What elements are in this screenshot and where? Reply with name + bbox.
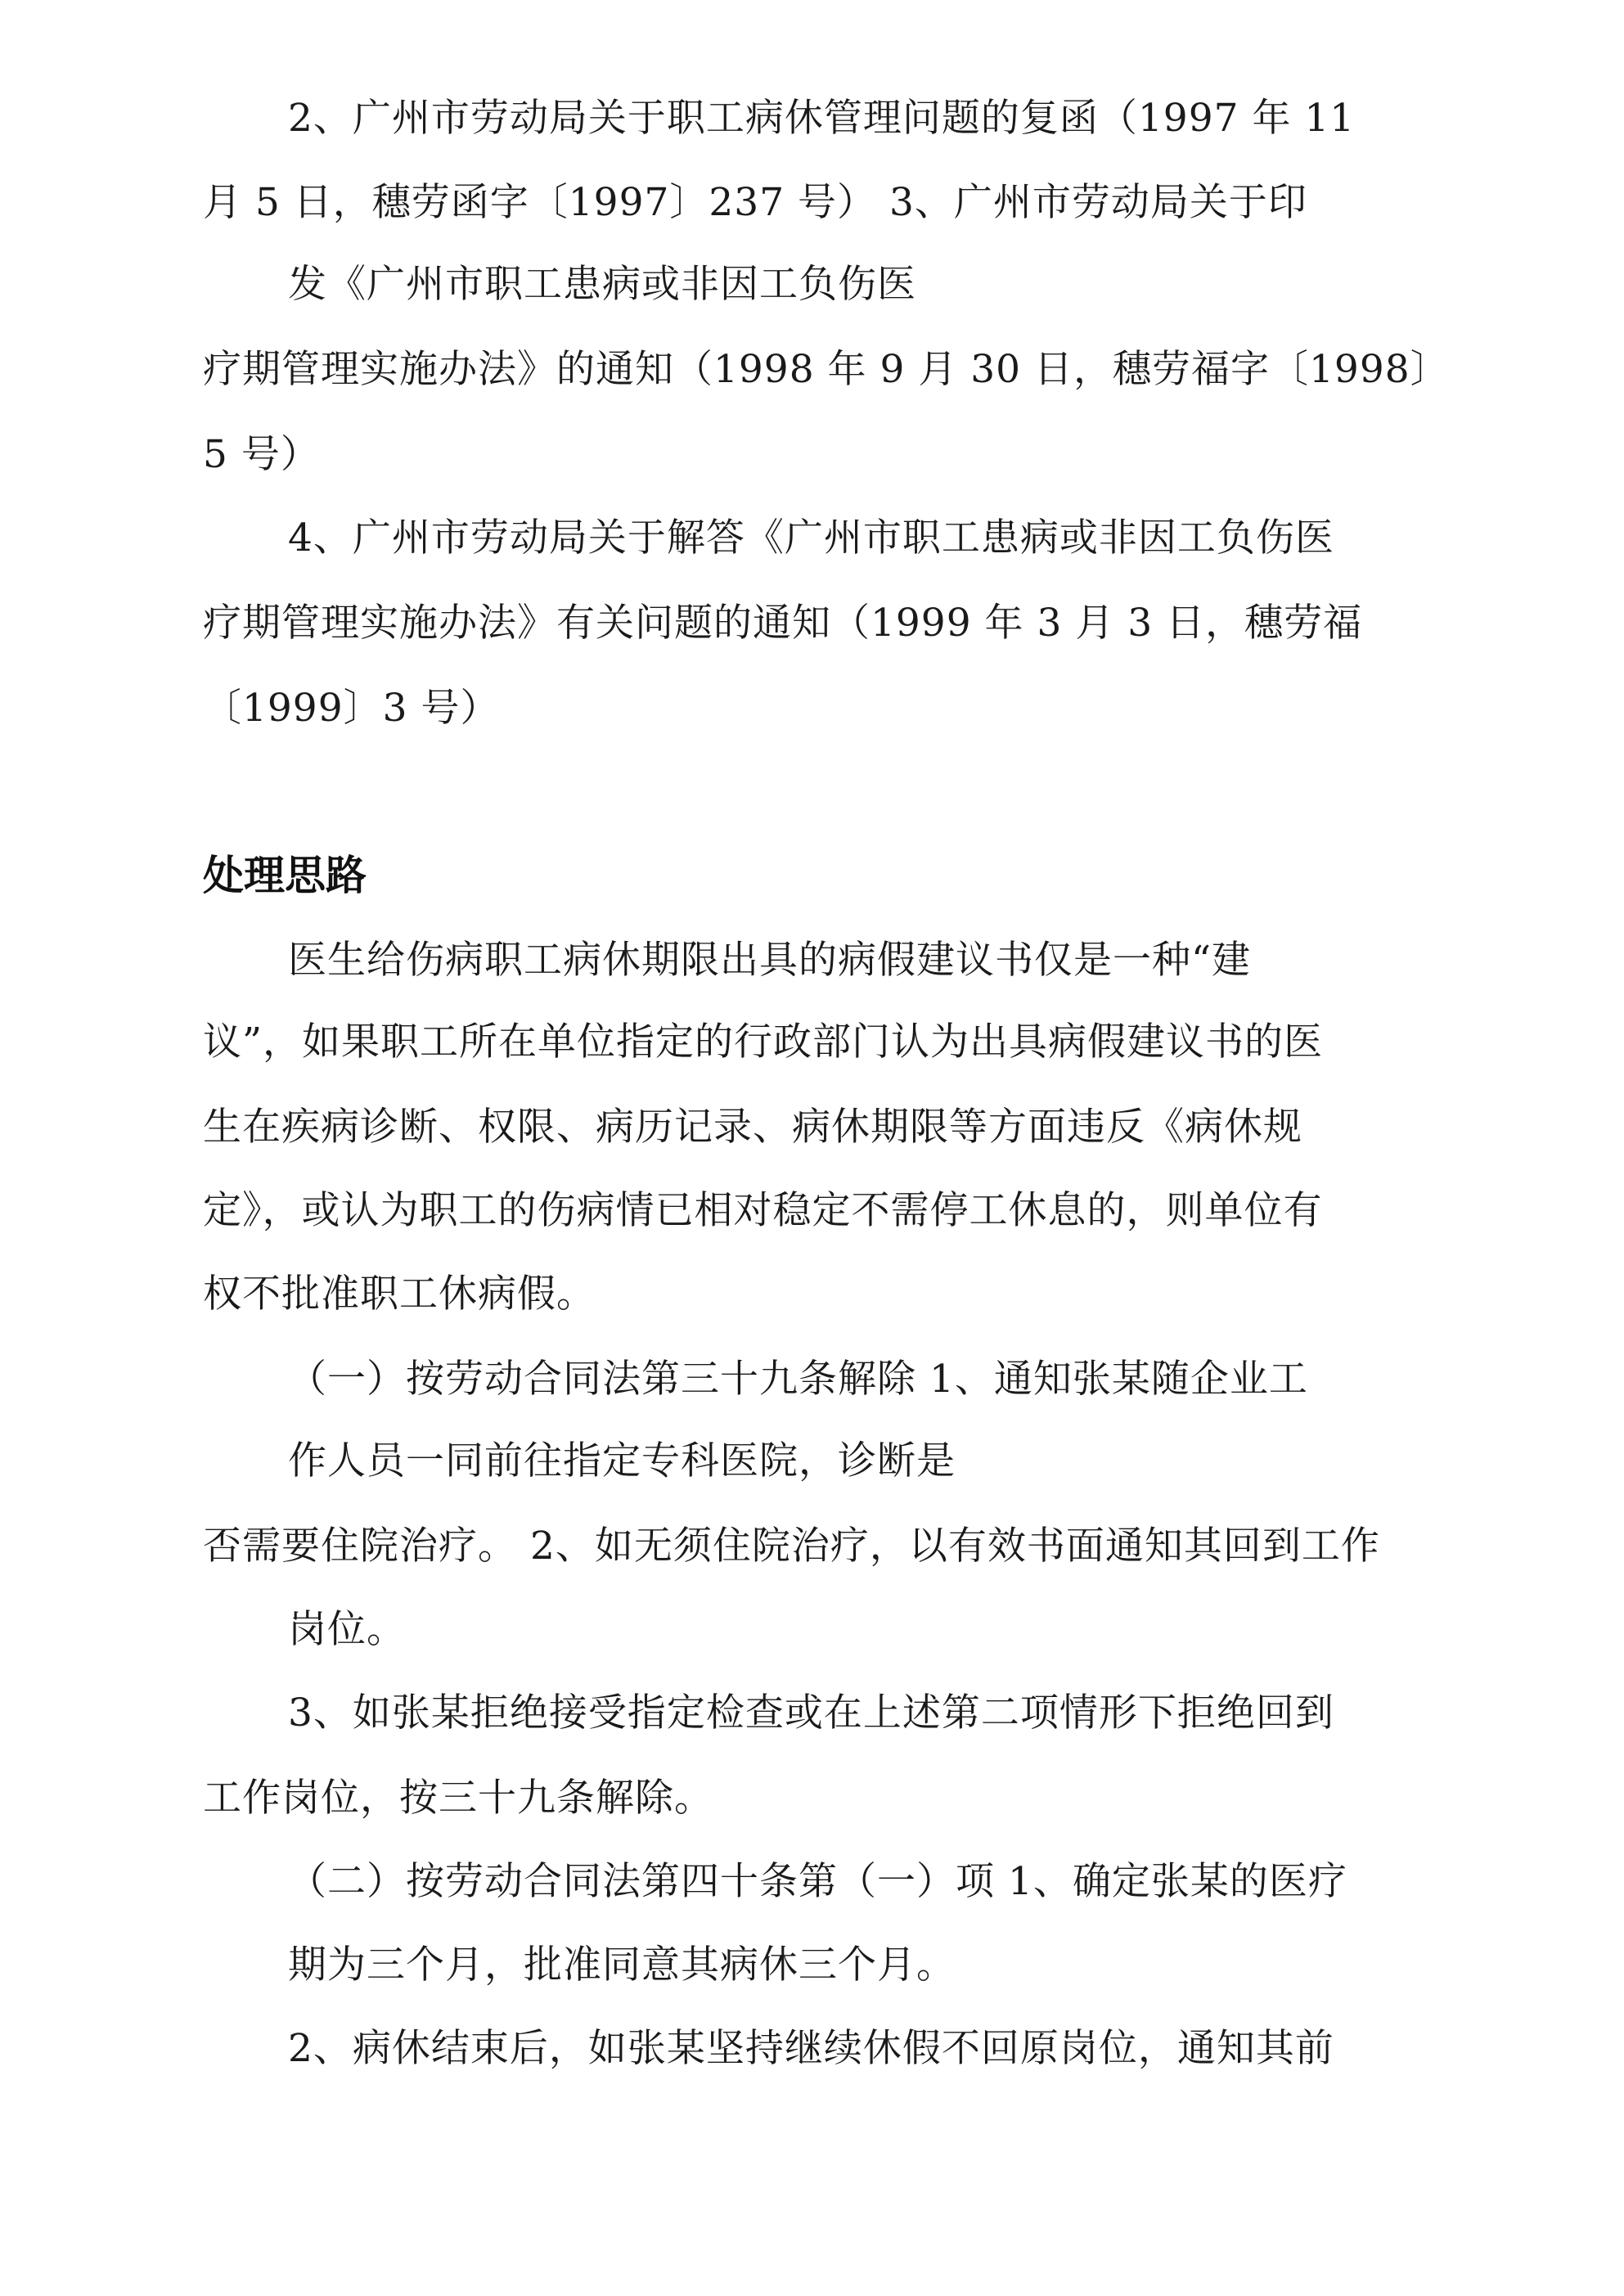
paragraph-line: 权不批准职工休病假。 — [203, 1272, 596, 1317]
section-heading: 处理思路 — [203, 852, 367, 899]
paragraph-line: 定》，或认为职工的伤病情已相对稳定不需停工休息的，则单位有 — [203, 1188, 1323, 1233]
paragraph-line: 医生给伤病职工病休期限出具的病假建议书仅是一种“建 — [288, 938, 1252, 983]
reference-line: 疗期管理实施办法》有关问题的通知（1999 年 3 月 3 日，穗劳福 — [203, 601, 1363, 646]
paragraph-line: 生在疾病诊断、权限、病历记录、病休期限等方面违反《病休规 — [203, 1105, 1302, 1150]
reference-line: 5 号） — [203, 432, 320, 477]
paragraph-line: 期为三个月，批准同意其病休三个月。 — [288, 1943, 956, 1988]
paragraph-line: 岗位。 — [288, 1607, 406, 1652]
paragraph-line: 3、如张某拒绝接受指定检查或在上述第二项情形下拒绝回到 — [288, 1690, 1334, 1736]
paragraph-line: 议”，如果职工所在单位指定的行政部门认为出具病假建议书的医 — [203, 1020, 1324, 1065]
reference-line: 2、广州市劳动局关于职工病休管理问题的复函（1997 年 11 — [288, 96, 1356, 141]
reference-line: 发《广州市职工患病或非因工负伤医 — [288, 262, 916, 307]
paragraph-line: 作人员一同前往指定专科医院，诊断是 — [288, 1438, 956, 1483]
reference-line: 疗期管理实施办法》的通知（1998 年 9 月 30 日，穗劳福字〔1998〕 — [203, 347, 1450, 392]
paragraph-line: 否需要住院治疗。 2、如无须住院治疗，以有效书面通知其回到工作 — [203, 1524, 1380, 1569]
paragraph-line: （二）按劳动合同法第四十条第（一）项 1、确定张某的医疗 — [288, 1859, 1347, 1904]
reference-line: 4、广州市劳动局关于解答《广州市职工患病或非因工负伤医 — [288, 515, 1334, 560]
reference-line: 月 5 日，穗劳函字〔1997〕237 号） 3、广州市劳动局关于印 — [203, 180, 1307, 225]
reference-line: 〔1999〕3 号） — [203, 686, 500, 731]
paragraph-line: 工作岗位，按三十九条解除。 — [203, 1776, 713, 1821]
paragraph-line: （一）按劳动合同法第三十九条解除 1、通知张某随企业工 — [288, 1357, 1308, 1402]
paragraph-line: 2、病休结束后，如张某坚持继续休假不回原岗位，通知其前 — [288, 2026, 1334, 2071]
